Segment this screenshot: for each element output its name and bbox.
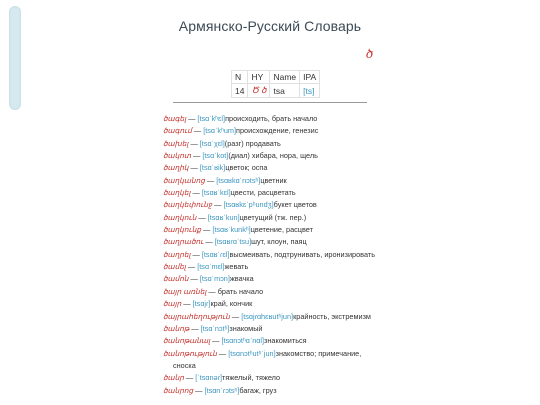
- dictionary-entry: ծաղկուն — [tsɑʁˈkun]цветущий (тж. пер.): [163, 212, 307, 222]
- entry-word[interactable]: ծաղրածու: [163, 237, 204, 247]
- entry-ipa: [tsɑʁɾɑˈtsu]: [214, 237, 252, 247]
- entry-ipa: [tsɑjɾ]: [192, 299, 211, 309]
- header-hy: HY: [248, 71, 270, 84]
- entry-ipa: [tsɑˈmɔn]: [199, 274, 230, 284]
- dictionary-entry: ծամոն — [tsɑˈmɔn]жвачка: [163, 274, 254, 284]
- entry-word[interactable]: ծանր: [163, 373, 184, 383]
- table-row: [232, 84, 320, 98]
- entry-definition: цветущий (тж. пер.): [239, 212, 307, 222]
- entry-ipa: [tsɑʁkɛˈpʰundʒ]: [223, 200, 274, 210]
- header-name: Name: [270, 71, 300, 84]
- entry-definition: (диал) хибара, нора, щель: [228, 151, 318, 161]
- dictionary-entry: ծանոթություն — [tsɑnɔtʰutʰˈjun]знакомство; примечание, сноска: [163, 348, 362, 370]
- entry-definition: цветок; оспа: [225, 163, 268, 173]
- dictionary-entry: ծաղկել — [tsɑʁˈkɛl]цвести, расцветать: [163, 188, 296, 198]
- entry-word[interactable]: ծաղկունք: [163, 225, 201, 235]
- cell-name: tsa: [270, 84, 300, 98]
- entry-ipa: [tsɑˈʁik]: [199, 163, 226, 173]
- cell-ipa: [ts]: [300, 84, 320, 98]
- dictionary-entry: ծաղրածու — [tsɑʁɾɑˈtsu]шут, клоун, паяц: [163, 237, 307, 247]
- entry-definition: цветник: [260, 175, 287, 185]
- entry-ipa: [ˈtsɑnəɾ]: [195, 373, 223, 383]
- dictionary-entry: ծանրոց — [tsɑnˈɾɔtsʰ]багаж, груз: [163, 385, 277, 395]
- header-n: N: [232, 71, 248, 84]
- entry-ipa: [tsɑˈnɔtʰ]: [200, 323, 230, 333]
- entry-definition: высмеивать, подтрунивать, иронизировать: [229, 249, 376, 259]
- entry-ipa: [tsɑˈkot]: [202, 151, 229, 161]
- header-ipa: IPA: [300, 71, 320, 84]
- entry-definition: цветение, расцвет: [250, 225, 313, 235]
- entry-ipa: [tsɑˈmɛl]: [197, 262, 225, 272]
- entry-definition: крайность, экстремизм: [293, 311, 371, 321]
- entry-ipa: [tsɑˈkʰum]: [203, 126, 237, 136]
- entry-definition: жвачка: [229, 274, 254, 284]
- entry-word[interactable]: ծանրոց: [163, 385, 194, 395]
- entry-word[interactable]: ծայր: [163, 299, 182, 309]
- entry-ipa: [tsɑˈχɛl]: [199, 138, 225, 148]
- dictionary-entry: ծագել — [tsɑˈkʰɛl]происходить, брать начало: [163, 114, 318, 123]
- entry-word[interactable]: ծայրահեղություն: [163, 311, 230, 321]
- entry-ipa: [tsɑʁˈkunkʰ]: [212, 225, 251, 235]
- entry-definition: жевать: [224, 262, 249, 272]
- dictionary-entry-list: [163, 113, 378, 397]
- entry-word[interactable]: ծանոթ: [163, 323, 190, 333]
- entry-definition: шут, клоун, паяц: [251, 237, 307, 247]
- entry-word[interactable]: ծաղկեփունջ: [163, 200, 213, 210]
- entry-word[interactable]: ծագել: [163, 114, 187, 123]
- entry-definition: край, кончик: [210, 299, 253, 309]
- entry-definition: тяжелый, тяжело: [222, 373, 281, 383]
- entry-ipa: [tsɑˈkʰɛl]: [197, 114, 226, 123]
- entry-ipa: [tsɑʁkɑˈnɔtsʰ]: [216, 175, 261, 185]
- entry-definition: багаж, груз: [239, 385, 277, 395]
- entry-definition: знакомиться: [264, 336, 307, 346]
- divider: [173, 102, 367, 103]
- entry-word[interactable]: ծաղկել: [163, 188, 191, 198]
- dictionary-entry: ծամել — [tsɑˈmɛl]жевать: [163, 262, 249, 272]
- dictionary-entry: ծայր — [tsɑjɾ]край, кончик: [163, 299, 253, 309]
- entry-ipa: [tsɑnˈɾɔtsʰ]: [204, 385, 240, 395]
- entry-word[interactable]: ծանոթություն: [163, 348, 217, 358]
- entry-ipa: [tsɑʁˈkɛl]: [201, 188, 231, 198]
- entry-ipa: [tsɑjɾɑhɛʁutʰjun]: [241, 311, 294, 321]
- entry-word[interactable]: ծակոտ: [163, 151, 192, 161]
- dictionary-entry: ծայրահեղություն — [tsɑjɾɑhɛʁutʰjun]крайность, экстремизм: [163, 311, 371, 321]
- entry-definition: цвести, расцветать: [230, 188, 296, 198]
- entry-definition: (разг) продавать: [224, 138, 281, 148]
- dictionary-entry: ծաղկեփունջ — [tsɑʁkɛˈpʰundʒ]букет цветов: [163, 200, 317, 210]
- dictionary-entry: ծակոտ — [tsɑˈkot](диал) хибара, нора, щель: [163, 151, 318, 161]
- section-letter: ծ: [366, 47, 374, 61]
- dictionary-entry: ծանոթ — [tsɑˈnɔtʰ]знакомый: [163, 323, 263, 333]
- entry-word[interactable]: ծամոն: [163, 274, 189, 284]
- cell-number: 14: [232, 84, 248, 98]
- dictionary-entry: ծայր առնել — брать начало: [163, 286, 264, 296]
- entry-definition: происхождение, генезис: [236, 126, 319, 136]
- dictionary-entry: ծանոթանալ — [tsɑnɔtʰɑˈnɑl]знакомиться: [163, 336, 307, 346]
- entry-definition: брать начало: [217, 286, 264, 296]
- dictionary-entry: ծաղիկ — [tsɑˈʁik]цветок; оспа: [163, 163, 268, 173]
- entry-word[interactable]: ծաղկուն: [163, 212, 197, 222]
- entry-ipa: [tsɑʁˈɾɛl]: [201, 249, 230, 259]
- entry-word[interactable]: ծաղկանոց: [163, 175, 205, 185]
- dictionary-entry: ծաղկանոց — [tsɑʁkɑˈnɔtsʰ]цветник: [163, 175, 287, 185]
- entry-definition: знакомство; примечание, сноска: [173, 348, 362, 370]
- entry-ipa: [tsɑnɔtʰɑˈnɑl]: [221, 336, 265, 346]
- entry-definition: букет цветов: [273, 200, 317, 210]
- entry-word[interactable]: ծանոթանալ: [163, 336, 211, 346]
- entry-word[interactable]: ծախել: [163, 138, 189, 148]
- dictionary-entry: ծաղրել — [tsɑʁˈɾɛl]высмеивать, подтрунивать, иронизировать: [163, 249, 376, 259]
- entry-definition: происходить, брать начало: [225, 114, 318, 123]
- entry-ipa: [tsɑnɔtʰutʰˈjun]: [228, 348, 276, 358]
- entry-word[interactable]: ծագում: [163, 126, 192, 136]
- cell-letter: Ծ ծ: [248, 84, 270, 98]
- page-title: Армянско-Русский Словарь: [178, 18, 362, 34]
- entry-word[interactable]: ծաղիկ: [163, 163, 189, 173]
- entry-definition: знакомый: [229, 323, 263, 333]
- dictionary-entry: ծագում — [tsɑˈkʰum]происхождение, генезис: [163, 126, 319, 136]
- entry-word[interactable]: ծամել: [163, 262, 186, 272]
- entry-word[interactable]: ծաղրել: [163, 249, 191, 259]
- table-header-row: [232, 71, 320, 84]
- dictionary-entry: ծախել — [tsɑˈχɛl](разг) продавать: [163, 138, 281, 148]
- entry-ipa: [tsɑʁˈkun]: [207, 212, 240, 222]
- dictionary-entry: ծանր — [ˈtsɑnəɾ]тяжелый, тяжело: [163, 373, 281, 383]
- letter-info-table: [231, 70, 320, 98]
- dictionary-entry: ծաղկունք — [tsɑʁˈkunkʰ]цветение, расцвет: [163, 225, 313, 235]
- entry-word[interactable]: ծայր առնել: [163, 286, 207, 296]
